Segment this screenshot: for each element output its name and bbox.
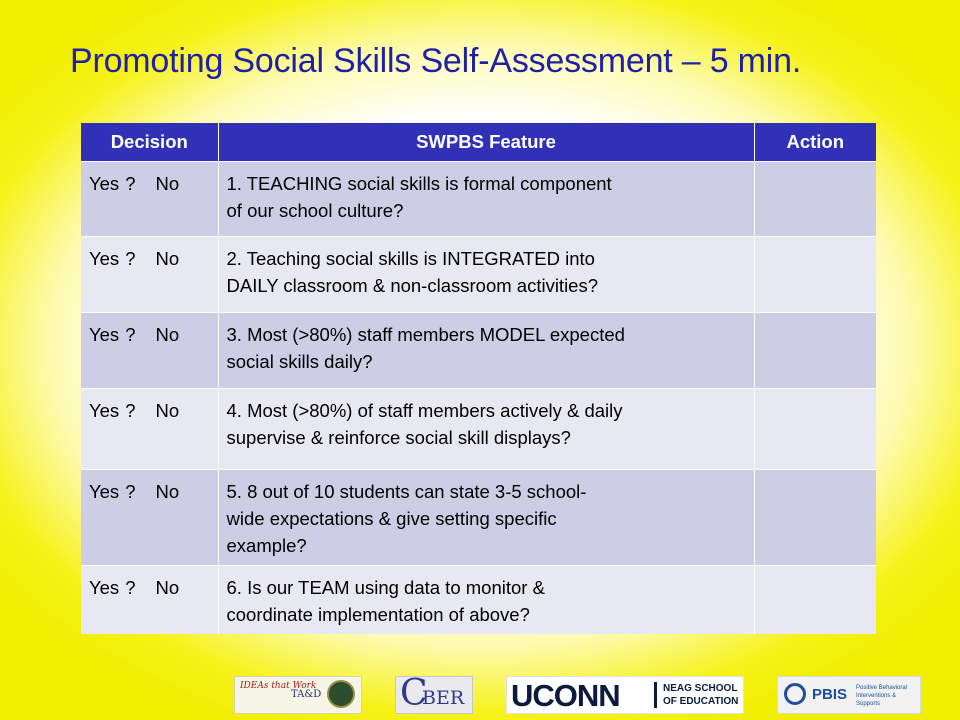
decision-cell[interactable] xyxy=(81,566,218,634)
feature-line: example? xyxy=(226,535,307,556)
decision-yes[interactable]: Yes xyxy=(89,481,120,502)
decision-yes[interactable]: Yes xyxy=(89,400,120,421)
cber-logo-c: C xyxy=(400,673,428,714)
action-cell[interactable] xyxy=(754,162,876,237)
feature-line: social skills daily? xyxy=(226,351,373,372)
decision-question: ? xyxy=(125,577,136,598)
decision-question: ? xyxy=(125,248,136,269)
decision-cell[interactable] xyxy=(81,237,218,313)
feature-line: DAILY classroom & non-classroom activities? xyxy=(226,275,599,296)
decision-cell[interactable] xyxy=(81,470,218,566)
cber-logo xyxy=(395,673,473,714)
action-cell[interactable] xyxy=(754,389,876,470)
feature-line: 6. Is our TEAM using data to monitor & xyxy=(226,577,545,598)
action-cell[interactable] xyxy=(754,313,876,389)
decision-yes[interactable]: Yes xyxy=(89,324,120,345)
cber-logo-text: BER xyxy=(422,687,465,709)
feature-line: of our school culture? xyxy=(226,200,404,221)
uconn-logo xyxy=(506,676,744,714)
decision-no[interactable]: No xyxy=(155,324,180,345)
feature-cell xyxy=(218,566,754,634)
feature-line: supervise & reinforce social skill displays? xyxy=(226,427,571,448)
table-header-row xyxy=(81,123,876,162)
header-swpbs-feature: SWPBS Feature xyxy=(218,123,754,162)
table-row xyxy=(81,389,876,470)
decision-cell[interactable] xyxy=(81,389,218,470)
decision-no[interactable]: No xyxy=(155,577,180,598)
decision-no[interactable]: No xyxy=(155,400,180,421)
feature-cell xyxy=(218,162,754,237)
uconn-divider xyxy=(654,682,657,708)
decision-yes[interactable]: Yes xyxy=(89,248,120,269)
feature-line: 3. Most (>80%) staff members MODEL expected xyxy=(226,324,625,345)
feature-line: wide expectations & give setting specific xyxy=(226,508,557,529)
tad-logo-text: TA&D xyxy=(291,689,322,700)
self-assessment-table xyxy=(81,123,876,634)
feature-line: 2. Teaching social skills is INTEGRATED into xyxy=(226,248,595,269)
department-seal-icon xyxy=(327,680,355,708)
feature-cell xyxy=(218,389,754,470)
table-row xyxy=(81,162,876,237)
table-row xyxy=(81,566,876,634)
decision-question: ? xyxy=(125,400,136,421)
decision-question: ? xyxy=(125,481,136,502)
header-decision: Decision xyxy=(81,123,218,162)
slide-title: Promoting Social Skills Self-Assessment – 5 min. xyxy=(70,42,802,80)
uconn-logo-text: UCONN xyxy=(511,678,620,713)
feature-cell xyxy=(218,470,754,566)
decision-no[interactable]: No xyxy=(155,248,180,269)
table-row xyxy=(81,313,876,389)
decision-question: ? xyxy=(125,173,136,194)
decision-question: ? xyxy=(125,324,136,345)
idea-logo-text: IDEAs that Work xyxy=(240,681,317,691)
decision-yes[interactable]: Yes xyxy=(89,577,120,598)
feature-line: 1. TEACHING social skills is formal component xyxy=(226,173,612,194)
decision-cell[interactable] xyxy=(81,313,218,389)
header-action: Action xyxy=(754,123,876,162)
pbis-logo xyxy=(777,676,921,714)
decision-yes[interactable]: Yes xyxy=(89,173,120,194)
decision-cell[interactable] xyxy=(81,162,218,237)
feature-line: coordinate implementation of above? xyxy=(226,604,530,625)
decision-no[interactable]: No xyxy=(155,481,180,502)
pbis-logo-subtext: Positive Behavioral Interventions & Supports xyxy=(856,685,908,707)
feature-line: 5. 8 out of 10 students can state 3-5 school- xyxy=(226,481,587,502)
action-cell[interactable] xyxy=(754,566,876,634)
pbis-logo-text: PBIS xyxy=(812,686,848,703)
table-row xyxy=(81,470,876,566)
neag-logo-text: NEAG SCHOOL OF EDUCATION xyxy=(663,683,739,707)
pbis-rings-icon xyxy=(784,683,806,705)
table-row xyxy=(81,237,876,313)
decision-no[interactable]: No xyxy=(155,173,180,194)
feature-cell xyxy=(218,237,754,313)
feature-line: 4. Most (>80%) of staff members actively & daily xyxy=(226,400,623,421)
action-cell[interactable] xyxy=(754,237,876,313)
footer-logo-bar xyxy=(0,673,960,716)
idea-partnership-logo xyxy=(234,676,362,714)
feature-cell xyxy=(218,313,754,389)
action-cell[interactable] xyxy=(754,470,876,566)
